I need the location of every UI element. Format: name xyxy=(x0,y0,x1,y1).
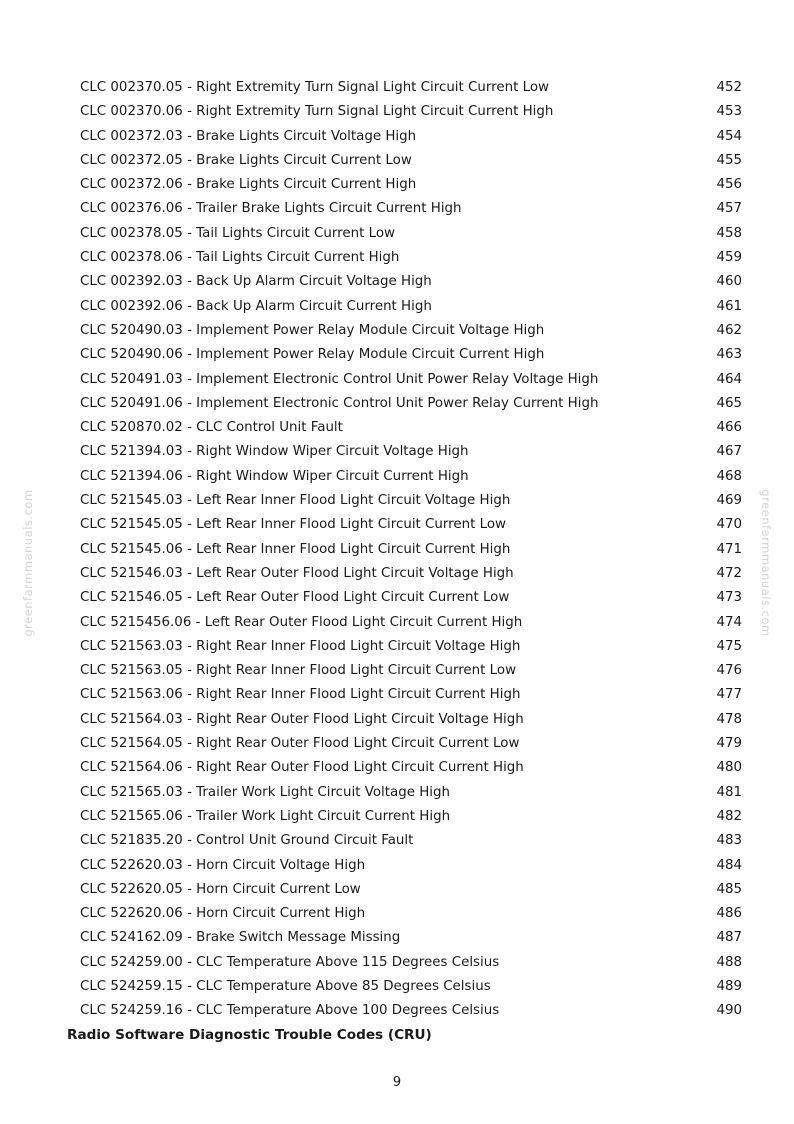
toc-entry-page-number: 477 xyxy=(716,687,742,703)
toc-entry[interactable] xyxy=(80,878,742,902)
toc-entry[interactable] xyxy=(80,440,742,464)
toc-entry-title: CLC 002372.06 - Brake Lights Circuit Current High xyxy=(80,177,417,193)
toc-entry-page-number: 478 xyxy=(716,711,742,727)
toc-entry-title: CLC 5215456.06 - Left Rear Outer Flood Light Circuit Current High xyxy=(80,614,523,630)
toc-entry-title: CLC 521563.05 - Right Rear Inner Flood Light Circuit Current Low xyxy=(80,663,517,679)
toc-entry-title: CLC 524259.00 - CLC Temperature Above 115 Degrees Celsius xyxy=(80,954,500,970)
toc-entry-page-number: 476 xyxy=(716,663,742,679)
toc-entry-page-number: 483 xyxy=(716,833,742,849)
toc-entry-title: CLC 520490.06 - Implement Power Relay Module Circuit Current High xyxy=(80,347,545,363)
toc-entry-page-number: 472 xyxy=(716,565,742,581)
toc-entry[interactable] xyxy=(80,635,742,659)
toc-entry[interactable] xyxy=(80,805,742,829)
toc-entry-page-number: 474 xyxy=(716,614,742,630)
toc-entry-page-number: 484 xyxy=(716,857,742,873)
toc-entry-page-number: 467 xyxy=(716,444,742,460)
toc-entry-title: CLC 002378.05 - Tail Lights Circuit Current Low xyxy=(80,225,395,241)
toc-entry-title: CLC 521564.06 - Right Rear Outer Flood Light Circuit Current High xyxy=(80,760,524,776)
toc-entry[interactable] xyxy=(80,586,742,610)
toc-entry[interactable] xyxy=(80,732,742,756)
toc-entry-page-number: 452 xyxy=(716,80,742,95)
toc-entry-title: CLC 522620.06 - Horn Circuit Current High xyxy=(80,906,366,922)
toc-entry[interactable] xyxy=(80,416,742,440)
toc-entry[interactable] xyxy=(80,173,742,197)
toc-entry-page-number: 465 xyxy=(716,395,742,411)
toc-entry[interactable] xyxy=(80,149,742,173)
toc-entry[interactable] xyxy=(80,343,742,367)
toc-entry-title: CLC 521565.03 - Trailer Work Light Circuit Voltage High xyxy=(80,784,450,800)
toc-entry-title: CLC 521565.06 - Trailer Work Light Circuit Current High xyxy=(80,808,451,824)
toc-entry-page-number: 482 xyxy=(716,808,742,824)
toc-entry[interactable] xyxy=(80,295,742,319)
toc-entry-page-number: 462 xyxy=(716,322,742,338)
toc-entry-page-number: 471 xyxy=(716,541,742,557)
toc-entry[interactable] xyxy=(80,100,742,124)
toc-entry-page-number: 463 xyxy=(716,347,742,363)
toc-entry-title: CLC 521564.03 - Right Rear Outer Flood Light Circuit Voltage High xyxy=(80,711,524,727)
toc-entry-title: CLC 521563.03 - Right Rear Inner Flood Light Circuit Voltage High xyxy=(80,638,521,654)
toc-entry-page-number: 458 xyxy=(716,225,742,241)
toc-entry-title: CLC 002392.06 - Back Up Alarm Circuit Current High xyxy=(80,298,432,314)
watermark-left: greenfarmmanuals.com xyxy=(21,489,35,637)
toc-entry-title: CLC 521564.05 - Right Rear Outer Flood Light Circuit Current Low xyxy=(80,736,520,752)
toc-entry-title: CLC 521545.05 - Left Rear Inner Flood Light Circuit Current Low xyxy=(80,517,506,533)
toc-entry-title: CLC 522620.03 - Horn Circuit Voltage High xyxy=(80,857,366,873)
toc-entry-page-number: 469 xyxy=(716,493,742,509)
toc-entry-page-number: 470 xyxy=(716,517,742,533)
page-number: 9 xyxy=(392,1075,402,1090)
toc-entry[interactable] xyxy=(80,513,742,537)
toc-entry-title: CLC 520870.02 - CLC Control Unit Fault xyxy=(80,420,343,436)
toc-entry-title: CLC 520491.03 - Implement Electronic Control Unit Power Relay Voltage High xyxy=(80,371,599,387)
toc-entry[interactable] xyxy=(80,562,742,586)
toc-entry-page-number: 468 xyxy=(716,468,742,484)
section-heading[interactable]: Radio Software Diagnostic Trouble Codes (CRU) xyxy=(67,1027,432,1043)
toc-entry[interactable] xyxy=(80,683,742,707)
toc-entry-page-number: 456 xyxy=(716,177,742,193)
toc-entry-page-number: 488 xyxy=(716,954,742,970)
toc-entry[interactable] xyxy=(80,246,742,270)
toc-entry-title: CLC 524162.09 - Brake Switch Message Missing xyxy=(80,930,401,946)
toc-entry-page-number: 464 xyxy=(716,371,742,387)
toc-entry-title: CLC 521545.06 - Left Rear Inner Flood Light Circuit Current High xyxy=(80,541,511,557)
toc-entry-title: CLC 521835.20 - Control Unit Ground Circuit Fault xyxy=(80,833,414,849)
toc-entry[interactable] xyxy=(80,975,742,999)
toc-entry[interactable] xyxy=(80,854,742,878)
toc-entry-page-number: 461 xyxy=(716,298,742,314)
toc-entry-page-number: 490 xyxy=(716,1003,742,1019)
toc-entry[interactable] xyxy=(80,222,742,246)
toc-entry[interactable] xyxy=(80,756,742,780)
toc-entry-title: CLC 524259.16 - CLC Temperature Above 100 Degrees Celsius xyxy=(80,1003,500,1019)
toc-entry[interactable] xyxy=(80,538,742,562)
toc-entry-page-number: 480 xyxy=(716,760,742,776)
toc-entry-title: CLC 521546.05 - Left Rear Outer Flood Light Circuit Current Low xyxy=(80,590,510,606)
toc-entry[interactable] xyxy=(80,926,742,950)
toc-entry[interactable] xyxy=(80,76,742,100)
toc-entry[interactable] xyxy=(80,951,742,975)
toc-entry[interactable] xyxy=(80,197,742,221)
toc-entry-title: CLC 002372.05 - Brake Lights Circuit Current Low xyxy=(80,152,412,168)
toc-entry-page-number: 455 xyxy=(716,152,742,168)
toc-entry-title: CLC 521394.03 - Right Window Wiper Circuit Voltage High xyxy=(80,444,469,460)
toc-entry-title: CLC 520491.06 - Implement Electronic Control Unit Power Relay Current High xyxy=(80,395,599,411)
toc-entry-page-number: 457 xyxy=(716,201,742,217)
toc-entry-page-number: 481 xyxy=(716,784,742,800)
table-of-contents xyxy=(80,76,742,1024)
toc-entry-page-number: 473 xyxy=(716,590,742,606)
toc-entry-title: CLC 521546.03 - Left Rear Outer Flood Light Circuit Voltage High xyxy=(80,565,514,581)
watermark-right: greenfarmmanuals.com xyxy=(759,489,773,637)
toc-entry-page-number: 479 xyxy=(716,736,742,752)
toc-entry[interactable] xyxy=(80,659,742,683)
toc-entry-title: CLC 002378.06 - Tail Lights Circuit Current High xyxy=(80,250,400,266)
toc-entry-page-number: 453 xyxy=(716,104,742,120)
toc-entry-title: CLC 522620.05 - Horn Circuit Current Low xyxy=(80,881,361,897)
toc-entry-page-number: 459 xyxy=(716,250,742,266)
toc-entry-page-number: 466 xyxy=(716,420,742,436)
toc-entry[interactable] xyxy=(80,708,742,732)
toc-entry-title: CLC 520490.03 - Implement Power Relay Module Circuit Voltage High xyxy=(80,322,545,338)
toc-entry[interactable] xyxy=(80,270,742,294)
toc-entry[interactable] xyxy=(80,319,742,343)
toc-entry[interactable] xyxy=(80,999,742,1023)
toc-entry[interactable] xyxy=(80,392,742,416)
toc-entry-title: CLC 521394.06 - Right Window Wiper Circuit Current High xyxy=(80,468,469,484)
toc-entry-title: CLC 002392.03 - Back Up Alarm Circuit Voltage High xyxy=(80,274,432,290)
toc-entry[interactable] xyxy=(80,125,742,149)
toc-entry-title: CLC 521545.03 - Left Rear Inner Flood Light Circuit Voltage High xyxy=(80,493,511,509)
toc-entry[interactable] xyxy=(80,902,742,926)
toc-entry[interactable] xyxy=(80,368,742,392)
toc-entry[interactable] xyxy=(80,489,742,513)
toc-entry-page-number: 486 xyxy=(716,906,742,922)
toc-entry-page-number: 475 xyxy=(716,638,742,654)
toc-entry-title: CLC 524259.15 - CLC Temperature Above 85 Degrees Celsius xyxy=(80,978,491,994)
toc-entry-title: CLC 521563.06 - Right Rear Inner Flood Light Circuit Current High xyxy=(80,687,521,703)
toc-entry-page-number: 485 xyxy=(716,881,742,897)
toc-entry[interactable] xyxy=(80,611,742,635)
toc-entry-page-number: 489 xyxy=(716,978,742,994)
toc-entry-page-number: 454 xyxy=(716,128,742,144)
toc-entry[interactable] xyxy=(80,829,742,853)
toc-entry[interactable] xyxy=(80,781,742,805)
toc-entry[interactable] xyxy=(80,465,742,489)
toc-entry-page-number: 487 xyxy=(716,930,742,946)
toc-entry-title: CLC 002372.03 - Brake Lights Circuit Voltage High xyxy=(80,128,417,144)
toc-entry-page-number: 460 xyxy=(716,274,742,290)
toc-entry-title: CLC 002370.06 - Right Extremity Turn Signal Light Circuit Current High xyxy=(80,104,554,120)
toc-entry-title: CLC 002370.05 - Right Extremity Turn Signal Light Circuit Current Low xyxy=(80,80,549,95)
toc-entry-title: CLC 002376.06 - Trailer Brake Lights Circuit Current High xyxy=(80,201,462,217)
